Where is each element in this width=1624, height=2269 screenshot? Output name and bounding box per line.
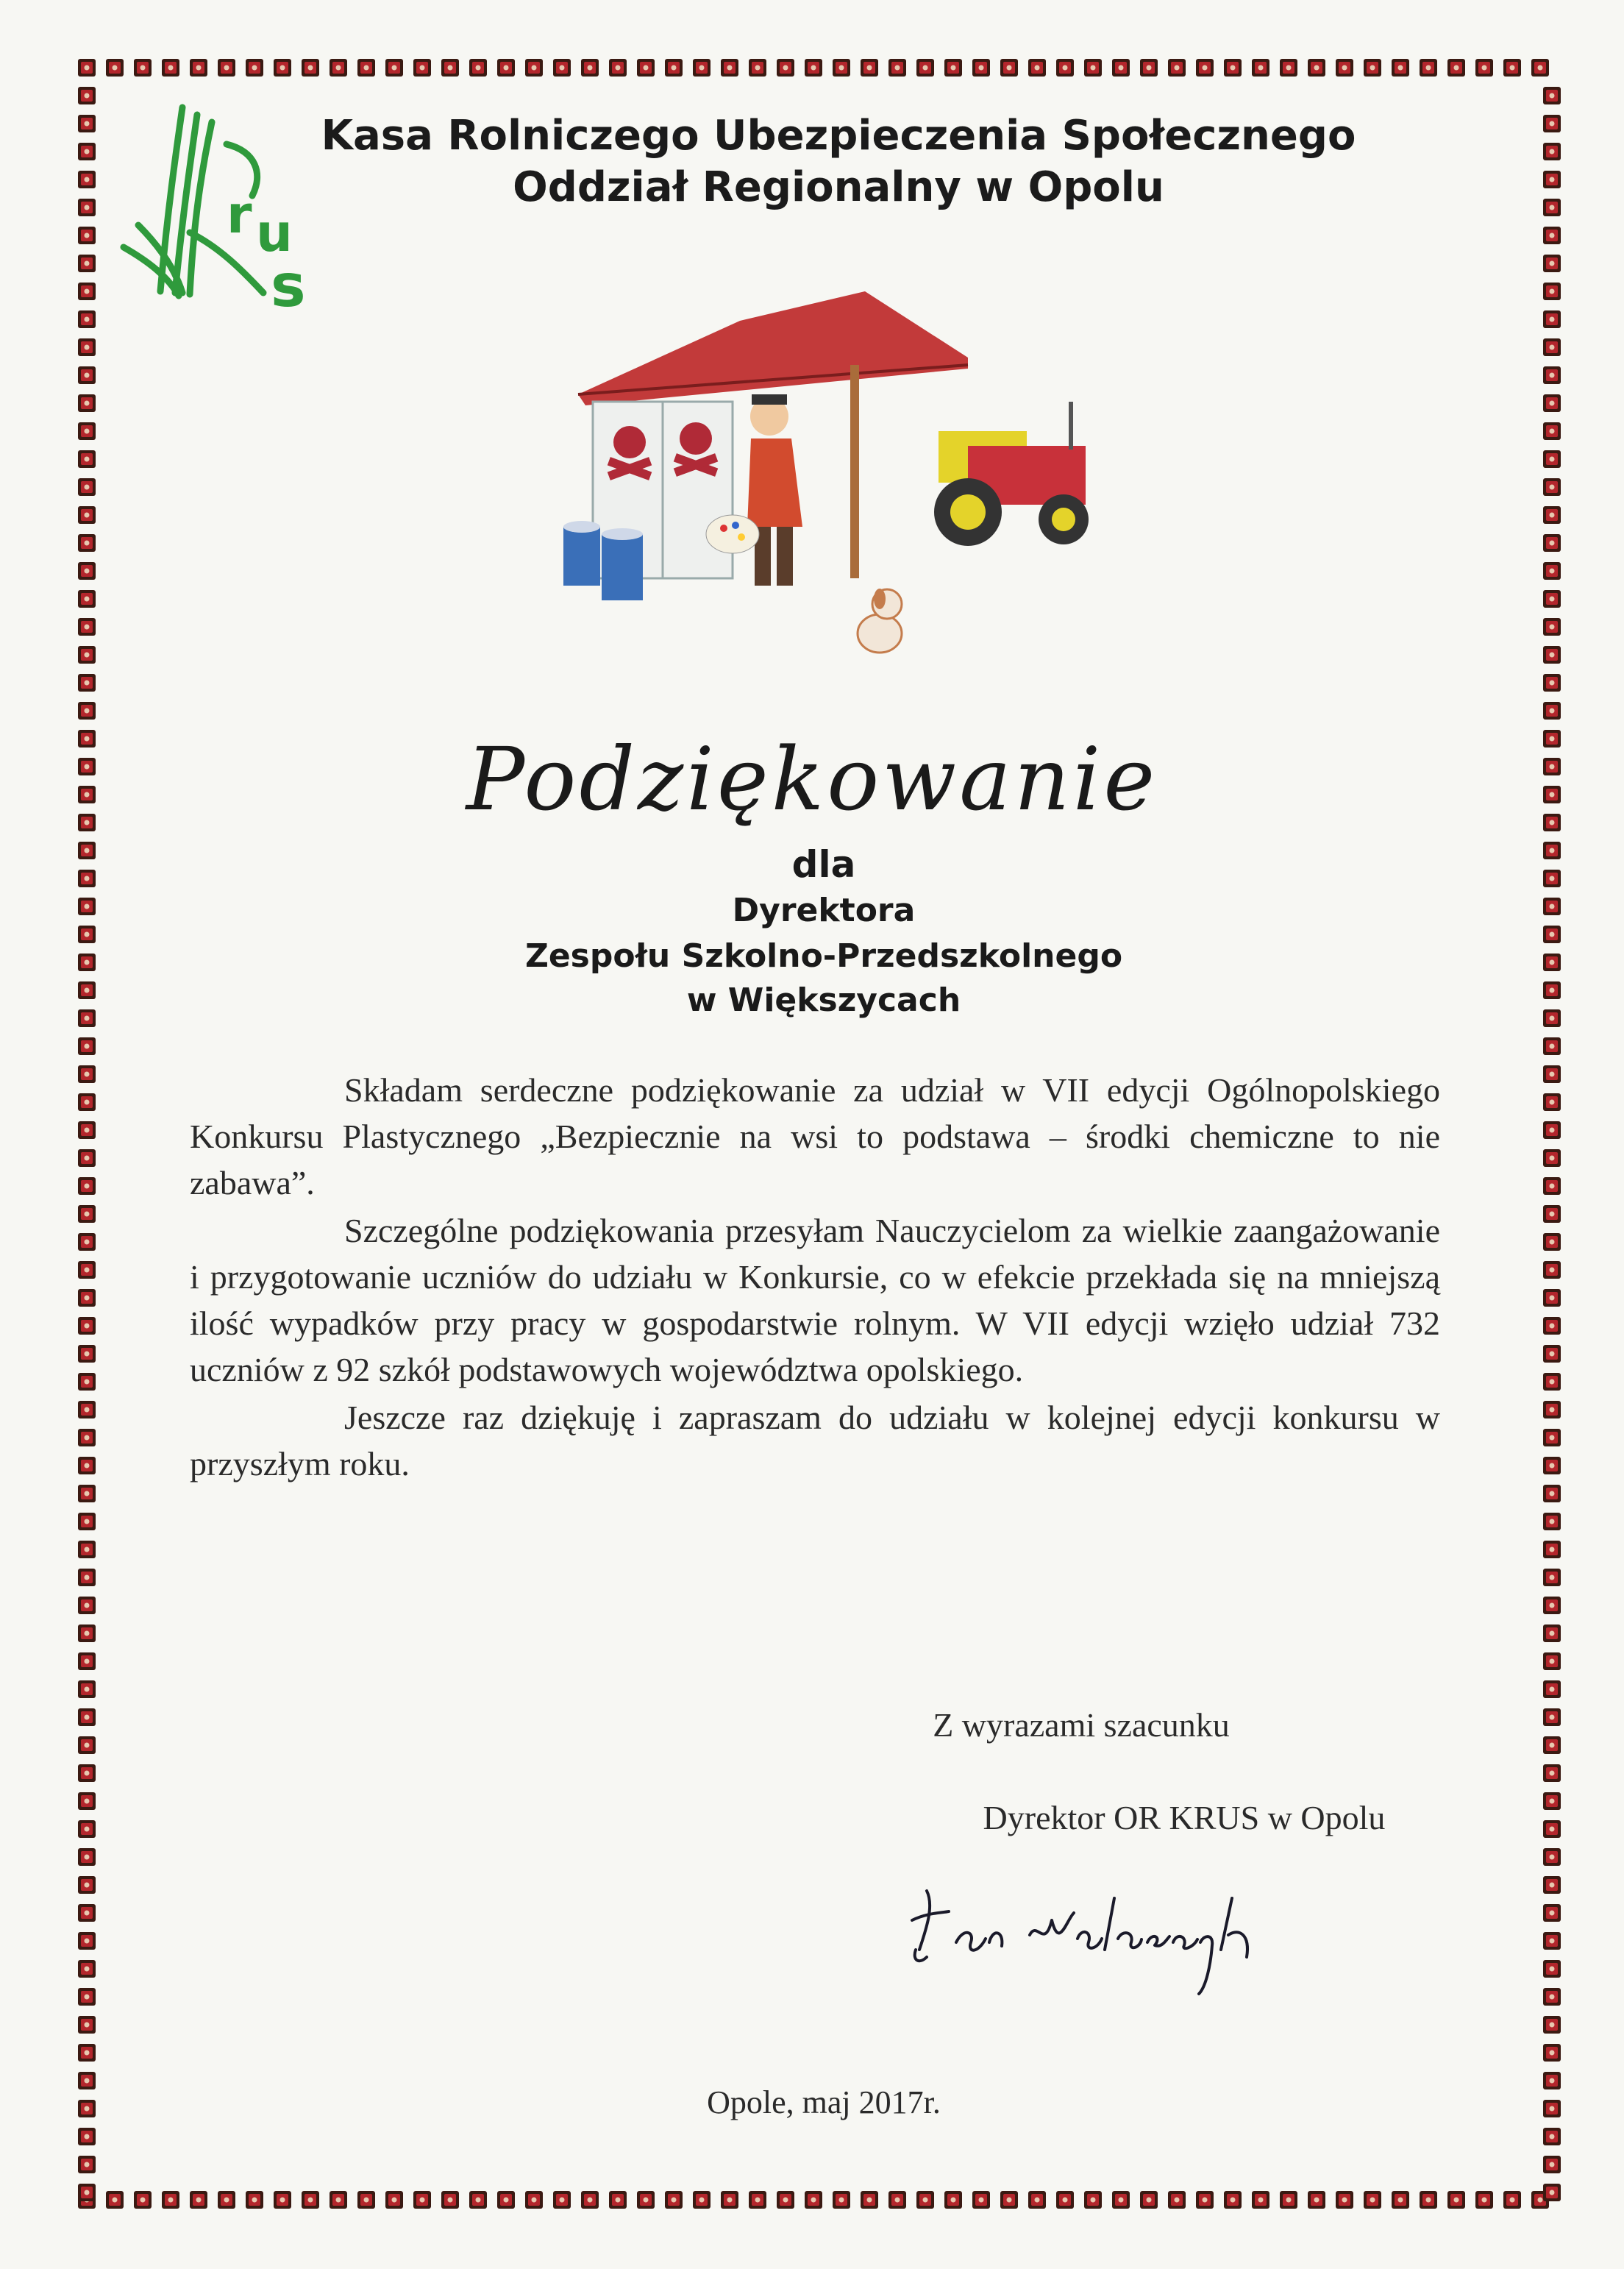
recipient-line-1: Dyrektora [732, 892, 916, 929]
institution-name: Kasa Rolniczego Ubezpieczenia Społecznego [321, 112, 1356, 160]
place-and-date: Opole, maj 2017r. [707, 2084, 941, 2120]
handwritten-signature [905, 1869, 1287, 2001]
body-paragraph-2: Szczególne podziękowania przesyłam Nauczycielom za wielkie zaangażowanie i przygotowanie uczniów do udziału w Konkursie, co w efekcie przekłada się na mniejszą ilość wypadków przy pracy w gospodarstwie rolnym. W VII edycji wzięło udział 732 uczniów z 92 szkół podstawowych województwa opolskiego. [190, 1212, 1440, 1388]
recipient-line-2: Zespołu Szkolno-Przedszkolnego [524, 937, 1123, 975]
svg-text:u: u [256, 203, 293, 263]
body-paragraph-3: Jeszcze raz dziękuję i zapraszam do udziału w kolejnej edycji konkursu w przyszłym roku. [190, 1399, 1440, 1483]
letter-body [190, 1067, 1440, 1488]
body-paragraph-1: Składam serdeczne podziękowanie za udział w VII edycji Ogólnopolskiego Konkursu Plastycznego „Bezpiecznie na wsi to podstawa – środki chemiczne to nie zabawa”. [190, 1071, 1440, 1201]
certificate-title: Podziękowanie [466, 728, 1158, 830]
recipient-line-3: w Większycach [686, 981, 961, 1019]
svg-text:s: s [271, 252, 306, 320]
recipient-for: dla [791, 843, 856, 886]
closing-regards: Z wyrazami szacunku [933, 1706, 1230, 1744]
svg-text:r: r [227, 185, 252, 245]
branch-name: Oddział Regionalny w Opolu [513, 163, 1164, 211]
signatory-title: Dyrektor OR KRUS w Opolu [983, 1799, 1386, 1836]
farmer-painting-warning-signs-illustration [556, 262, 1144, 674]
